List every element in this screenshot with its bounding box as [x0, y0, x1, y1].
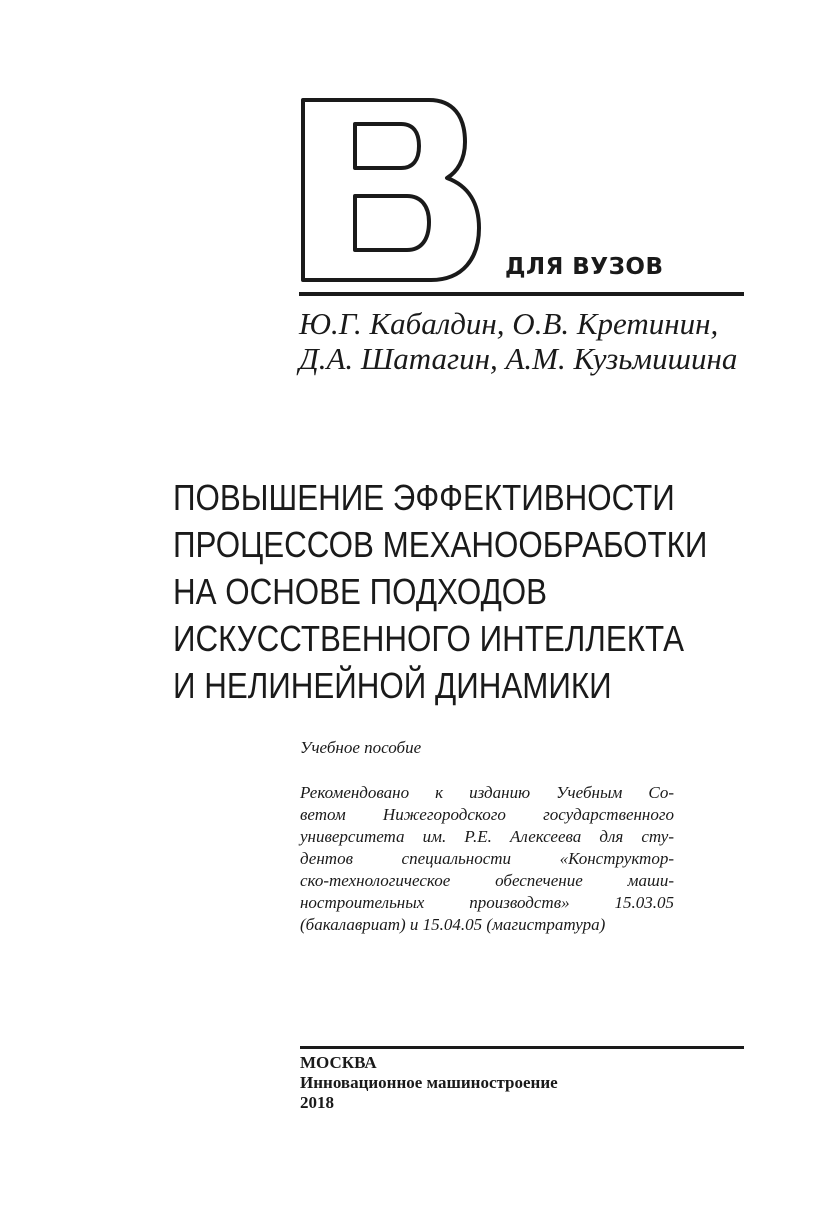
recommendation-line-6: ностроительных производств» 15.03.05	[300, 893, 674, 912]
recommendation-line-3: университета им. Р.Е. Алексеева для сту-	[300, 827, 674, 846]
recommendation-line-2: ветом Нижегородского государственного	[300, 805, 674, 824]
top-rule	[299, 292, 744, 296]
recommendation-line-5: ско-технологическое обеспечение маши-	[300, 871, 674, 890]
title-line-4: ИСКУССТВЕННОГО ИНТЕЛЛЕКТА	[173, 618, 684, 659]
recommendation	[300, 782, 674, 936]
series-logo	[301, 98, 481, 282]
recommendation-line-4: дентов специальности «Конструктор-	[300, 849, 674, 868]
recommendation-line-1: Рекомендовано к изданию Учебным Со-	[300, 783, 674, 802]
imprint-city: МОСКВА	[300, 1053, 377, 1072]
authors-line-1: Ю.Г. Кабалдин, О.В. Кретинин,	[299, 306, 719, 341]
title-line-3: НА ОСНОВЕ ПОДХОДОВ	[173, 571, 548, 612]
series-label: ДЛЯ ВУЗОВ	[505, 254, 664, 280]
imprint-publisher: Инновационное машиностроение	[300, 1073, 558, 1092]
imprint-year: 2018	[300, 1093, 334, 1112]
bottom-rule	[300, 1046, 744, 1049]
title-line-2: ПРОЦЕССОВ МЕХАНООБРАБОТКИ	[173, 524, 708, 565]
imprint	[300, 1053, 558, 1113]
title-line-1: ПОВЫШЕНИЕ ЭФФЕКТИВНОСТИ	[173, 477, 675, 518]
title-line-5: И НЕЛИНЕЙНОЙ ДИНАМИКИ	[173, 665, 612, 706]
series-logo-b-graphic	[301, 98, 481, 282]
recommendation-line-7: (бакалавриат) и 15.04.05 (магистратура)	[300, 915, 606, 934]
authors	[299, 306, 749, 376]
authors-line-2: Д.А. Шатагин, А.М. Кузьмишина	[299, 341, 738, 376]
book-type: Учебное пособие	[300, 738, 422, 757]
book-title	[173, 474, 773, 709]
